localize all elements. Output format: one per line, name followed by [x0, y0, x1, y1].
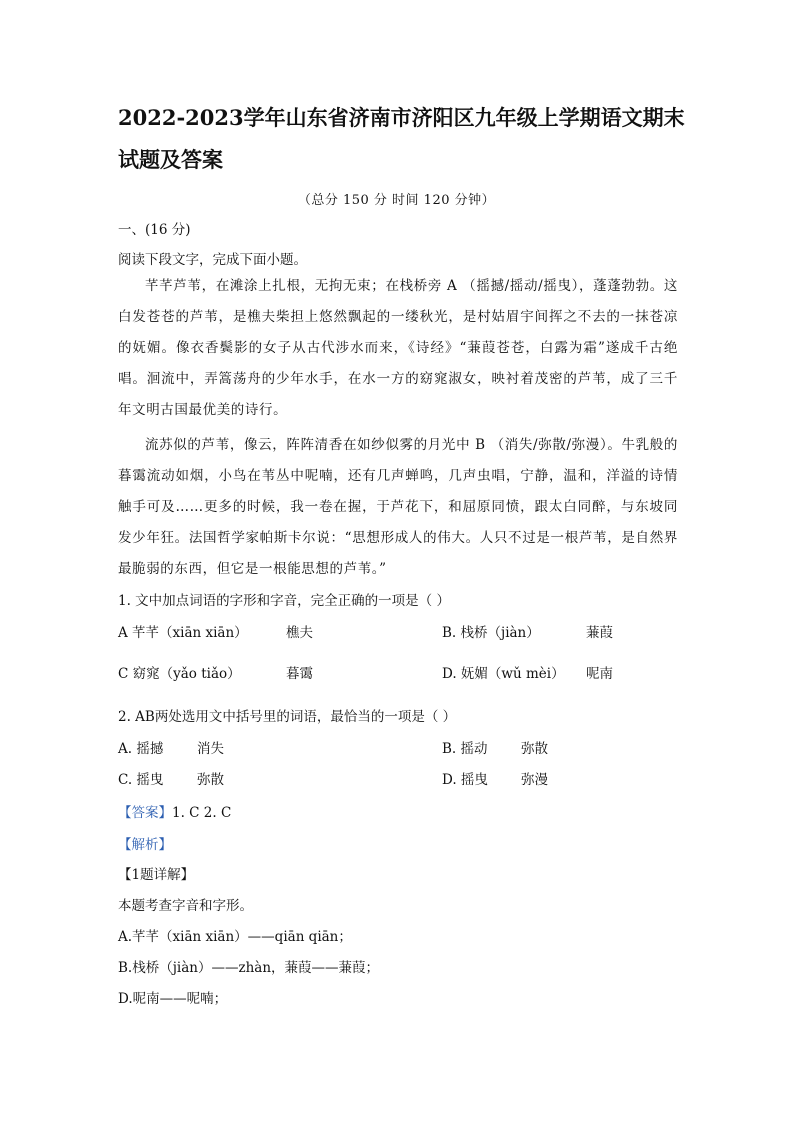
q2-option-a: A. 摇撼: [118, 741, 164, 757]
passage-paragraph-2: 流苏似的芦苇，像云，阵阵清香在如纱似雾的月光中 B （消失/弥散/弥漫）。牛乳般的暮霭流动如烟，小鸟在苇丛中呢喃，还有几声蝉鸣，几声虫唱，宁静，温和，洋溢的诗情触手可及……更多的时候，我一卷在握，于芦花下，和屈原同愤，跟太白同醉，与东坡同发少年狂。法国哲学家帕斯卡尔说：“思想形成人的伟大。人只不过是一根芦苇，是自然界最脆弱的东西，但它是一根能思想的芦苇。”: [118, 437, 678, 577]
q1-option-d: D. 妩媚（wǔ mèi）: [442, 666, 565, 682]
section-heading: 一、(16 分): [118, 222, 191, 238]
q2-option-a-word: 消失: [197, 741, 224, 757]
q2-option-d-word: 弥漫: [521, 772, 548, 788]
q2-option-d: D. 摇曳: [442, 772, 488, 788]
exam-info: （总分 150 分 时间 120 分钟）: [297, 193, 496, 208]
detail-heading: 【1题详解】: [118, 867, 195, 883]
answer-text: 1. C 2. C: [172, 805, 232, 821]
q2-option-c-word: 弥散: [197, 772, 224, 788]
reading-instruction: 阅读下段文字，完成下面小题。: [118, 252, 307, 268]
detail-line: D.呢南——呢喃；: [118, 991, 228, 1007]
q1-option-c-word: 暮霭: [286, 666, 313, 682]
question-2: 2. AB两处选用文中括号里的词语，最恰当的一项是（ ）: [118, 709, 457, 725]
q2-option-b: B. 摇动: [442, 741, 488, 757]
detail-line: A.芊芊（xiān xiān）——qiān qiān；: [118, 929, 352, 945]
detail-line: 本题考查字音和字形。: [118, 898, 253, 914]
analysis-tag: 【解析】: [118, 837, 172, 853]
q2-option-b-word: 弥散: [521, 741, 548, 757]
q1-option-b: B. 栈桥（jiàn）: [442, 625, 540, 641]
q1-option-d-word: 呢南: [586, 666, 613, 682]
q1-option-a-word: 樵夫: [286, 625, 313, 641]
q1-option-c: C 窈窕（yǎo tiǎo）: [118, 666, 241, 682]
document-title: 2022-2023学年山东省济南市济阳区九年级上学期语文期末试题及答案: [118, 105, 685, 172]
answer-line: [118, 801, 231, 821]
detail-line: B.栈桥（jiàn）——zhàn，蒹葭——蒹葭；: [118, 960, 380, 976]
answer-tag: 【答案】: [118, 805, 172, 821]
q1-option-b-word: 蒹葭: [586, 625, 613, 641]
q1-option-a: A 芊芊（xiān xiān）: [118, 625, 248, 641]
question-1: 1. 文中加点词语的字形和字音，完全正确的一项是（ ）: [118, 593, 450, 609]
q2-option-c: C. 摇曳: [118, 772, 164, 788]
passage-paragraph-1: 芊芊芦苇，在滩涂上扎根，无拘无束；在栈桥旁 A （摇撼/摇动/摇曳），蓬蓬勃勃。这白发苍苍的芦苇，是樵夫柴担上悠然飘起的一缕秋光，是村姑眉宇间挥之不去的一抹苍凉的妩媚。像衣香鬓影的女子从古代涉水而来，《诗经》“蒹葭苍苍，白露为霜”遂成千古绝唱。洄流中，弄篙荡舟的少年水手，在水一方的窈窕淑女，映衬着茂密的芦苇，成了三千年文明古国最优美的诗行。: [118, 278, 678, 418]
